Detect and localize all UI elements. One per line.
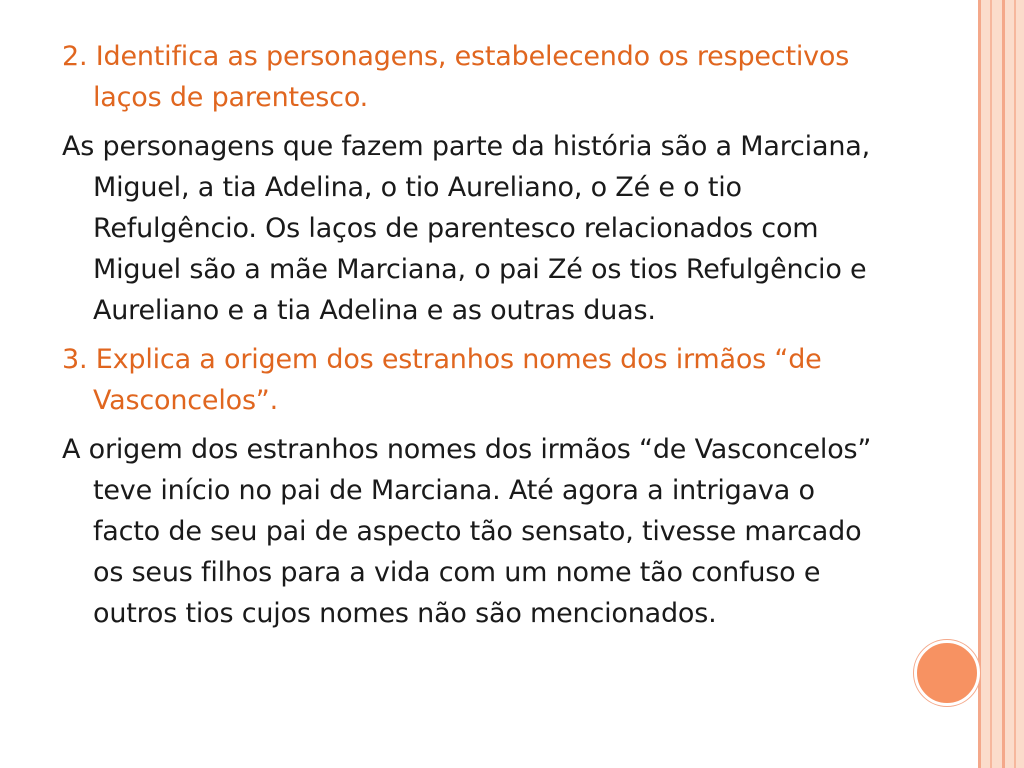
slide-body bbox=[62, 36, 882, 642]
decorative-stripe bbox=[990, 0, 992, 768]
decorative-circle bbox=[914, 640, 980, 706]
answer-3: A origem dos estranhos nomes dos irmãos “de Vasconcelos” teve início no pai de Marciana. Até agora a intrigava o facto de seu pai de aspecto tão sensato, tivesse marcado os seus filhos para a vida com um nome tão confuso e outros tios cujos nomes não são mencionados. bbox=[62, 434, 872, 629]
decorative-stripe bbox=[1014, 0, 1016, 768]
answer-2: As personagens que fazem parte da história são a Marciana, Miguel, a tia Adelina, o tio Aureliano, o Zé e o tio Refulgêncio. Os laços de parentesco relacionados com Miguel são a mãe Marciana, o pai Zé os tios Refulgêncio e Aureliano e a tia Adelina e as outras duas. bbox=[62, 131, 870, 326]
question-3: 3. Explica a origem dos estranhos nomes dos irmãos “de Vasconcelos”. bbox=[62, 344, 822, 416]
decorative-stripe bbox=[1002, 0, 1005, 768]
question-2: 2. Identifica as personagens, estabelecendo os respectivos laços de parentesco. bbox=[62, 41, 850, 113]
decorative-stripes bbox=[978, 0, 1024, 768]
decorative-stripe bbox=[978, 0, 981, 768]
